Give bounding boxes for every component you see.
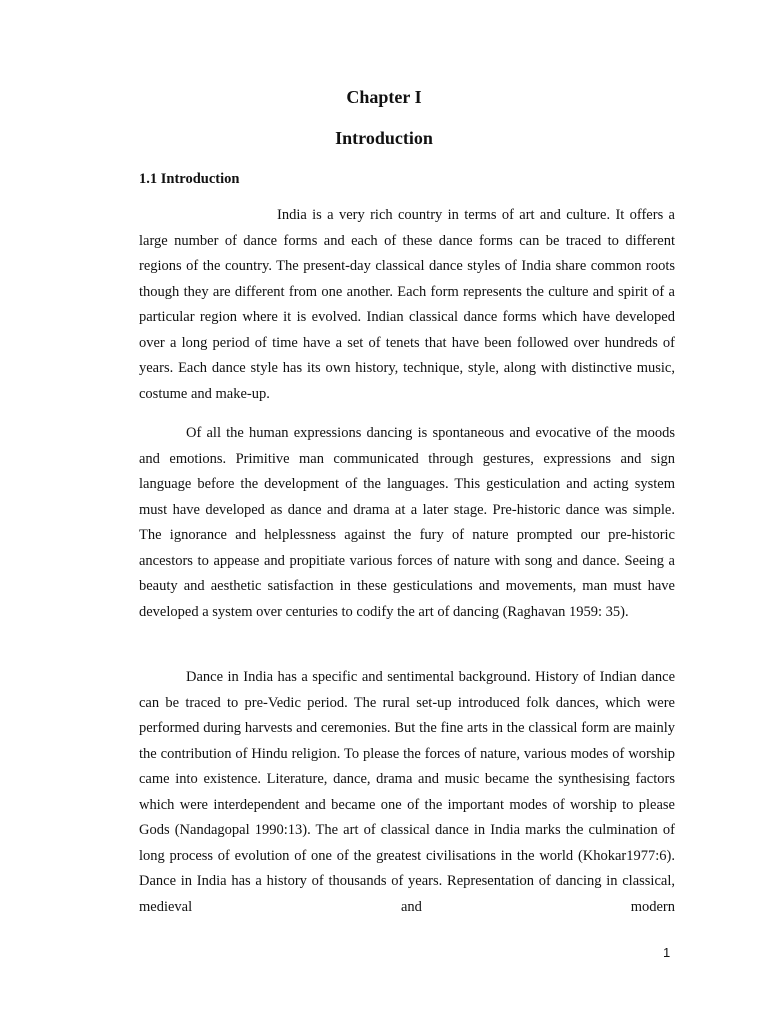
- paragraph-3: Dance in India has a specific and sentimental background. History of Indian dance can be traced to pre-Vedic period. The rural set-up introduced folk dances, which were performed during harvests and ceremonies. But the fine arts in the classical form are mainly the contribution of Hindu religion. To please the forces of nature, various modes of worship came into existence. Literature, dance, drama and music became the synthesising factors which were interdependent and became one of the important modes of worship to please Gods (Nandagopal 1990:13). The art of classical dance in India marks the culmination of long process of evolution of one of the greatest civilisations in the world (Khokar1977:6). Dance in India has a history of thousands of years. Representation of dancing in classical, medieval and modern: [139, 669, 675, 915]
- chapter-subtitle: Introduction: [335, 128, 433, 148]
- section-heading: 1.1 Introduction: [139, 171, 240, 187]
- paragraph-2: Of all the human expressions dancing is spontaneous and evocative of the moods and emotions. Primitive man communicated through gestures, expressions and sign language before the development of the languages. This gesticulation and acting system must have developed as dance and drama at a later stage. Pre-historic dance was simple. The ignorance and helplessness against the fury of nature prompted our pre-historic ancestors to appease and propitiate various forces of nature with song and dance. Seeing a beauty and aesthetic satisfaction in these gesticulations and movements, man must have developed a system over centuries to codify the art of dancing (Raghavan 1959: 35).: [139, 425, 675, 620]
- paragraph-1: India is a very rich country in terms of art and culture. It offers a large number of dance forms and each of these dance forms can be traced to different regions of the country. The present-day classical dance styles of India share common roots though they are different from one another. Each form represents the culture and spirit of a particular region where it is evolved. Indian classical dance forms which have developed over a long period of time have a set of tenets that have been followed over hundreds of years. Each dance style has its own history, technique, style, along with distinctive music, costume and make-up.: [139, 207, 675, 402]
- page-number: 1: [663, 945, 671, 960]
- chapter-title: Chapter I: [346, 87, 422, 107]
